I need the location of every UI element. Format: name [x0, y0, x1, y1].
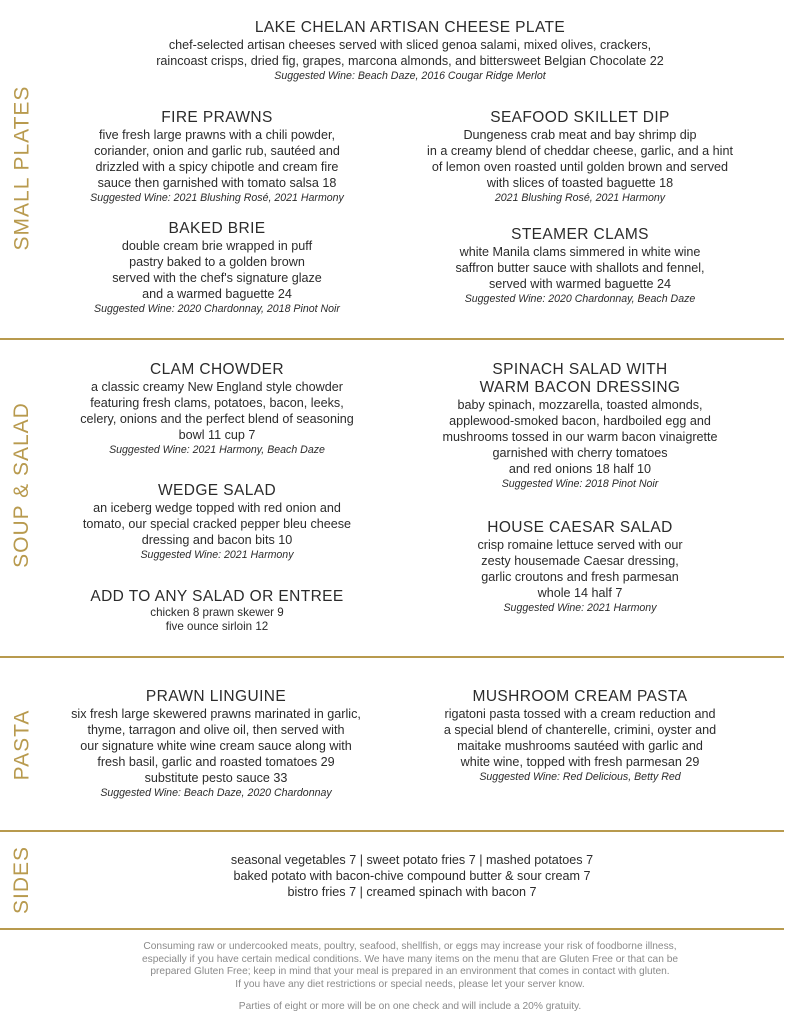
add-on-section: ADD TO ANY SALAD OR ENTREE chicken 8 prawn skewer 9 five ounce sirloin 12 [58, 588, 376, 634]
menu-item-house-caesar: HOUSE CAESAR SALAD crisp romaine lettuce served with our zesty housemade Caesar dressing, garlic croutons and fresh parmesan whole 14 half 7 Suggested Wine: 2021 Harmony [405, 519, 755, 615]
item-title: STEAMER CLAMS [511, 226, 649, 243]
cheese-plate-title: LAKE CHELAN ARTISAN CHEESE PLATE [254, 19, 566, 36]
item-wine: Suggested Wine: Beach Daze, 2020 Chardonnay [100, 787, 332, 799]
item-title: BAKED BRIE [168, 220, 266, 237]
section-divider [0, 338, 784, 340]
item-wine: Suggested Wine: 2021 Harmony, Beach Daze [109, 444, 325, 456]
section-divider [0, 928, 784, 930]
item-title: CLAM CHOWDER [150, 361, 284, 378]
menu-item-mushroom-cream-pasta: MUSHROOM CREAM PASTA rigatoni pasta tossed with a cream reduction and a special blend of chanterelle, crimini, oyster and maitake mushrooms sautéed with garlic and white wine, topped with fresh parmesan 29 Suggested Wine: Red Delicious, Betty Red [405, 688, 755, 784]
cheese-plate-desc: raincoast crisps, dried fig, grapes, marcona almonds, and bittersweet Belgian Chocolate 22 [156, 54, 664, 68]
menu-item-wedge-salad: WEDGE SALAD an iceberg wedge topped with red onion and tomato, our special cracked pepper bleu cheese dressing and bacon bits 10 Suggested Wine: 2021 Harmony [58, 482, 376, 562]
item-wine: Suggested Wine: 2021 Blushing Rosé, 2021 Harmony [90, 192, 344, 204]
item-wine: 2021 Blushing Rosé, 2021 Harmony [494, 192, 666, 204]
sides-line: baked potato with bacon-chive compound butter & sour cream 7 [233, 869, 591, 883]
cheese-plate-desc: chef-selected artisan cheeses served with sliced genoa salami, mixed olives, crackers, [168, 38, 652, 52]
item-title: WARM BACON DRESSING [479, 379, 681, 396]
item-wine: Suggested Wine: 2020 Chardonnay, Beach Daze [464, 293, 696, 305]
allergy-notice: Consuming raw or undercooked meats, poultry, seafood, shellfish, or eggs may increase your risk of foodborne illness, especially if you have certain medical conditions. We have many items on the menu that are Gluten Free or that can be prepared Gluten Free; keep in mind that your meal is prepared in an environment that comes in contact with gluten. If you have any diet restrictions or special needs, please let your server know. [141, 941, 679, 990]
item-title: FIRE PRAWNS [161, 109, 273, 126]
menu-item-fire-prawns: FIRE PRAWNS five fresh large prawns with a chili powder, coriander, onion and garlic rub, sautéed and drizzled with a spicy chipotle and cream fire sauce then garnished with tomato salsa 18 Suggested Wine: 2021 Blushing Rosé, 2021 Harmony [58, 109, 376, 205]
section-label-small-plates: SMALL PLATES [10, 85, 33, 250]
item-title: SEAFOOD SKILLET DIP [490, 109, 670, 126]
item-title: MUSHROOM CREAM PASTA [472, 688, 688, 705]
menu-item-prawn-linguine: PRAWN LINGUINE six fresh large skewered prawns marinated in garlic, thyme, tarragon and olive oil, then served with our signature white wine cream sauce along with fresh basil, garlic and roasted tomatoes 29 substitute pesto sauce 33 Suggested Wine: Beach Daze, 2020 Chardonnay [48, 688, 384, 800]
add-on-title: ADD TO ANY SALAD OR ENTREE [90, 588, 344, 605]
section-label-pasta: PASTA [10, 709, 33, 781]
item-wine: Suggested Wine: 2021 Harmony [503, 602, 657, 614]
section-label-sides: SIDES [10, 845, 33, 915]
item-wine: Suggested Wine: 2020 Chardonnay, 2018 Pinot Noir [94, 303, 340, 315]
section-divider [0, 830, 784, 832]
menu-item-seafood-skillet-dip: SEAFOOD SKILLET DIP Dungeness crab meat and bay shrimp dip in a creamy blend of cheddar cheese, garlic, and a hint of lemon oven roasted until golden brown and served with slices of toasted baguette 18 2021 Blushing Rosé, 2021 Harmony [405, 109, 755, 205]
menu-item-spinach-salad: SPINACH SALAD WITH WARM BACON DRESSING baby spinach, mozzarella, toasted almonds, applewood-smoked bacon, hardboiled egg and mushrooms tossed in our warm bacon vinaigrette garnished with cherry tomatoes and red onions 18 half 10 Suggested Wine: 2018 Pinot Noir [405, 361, 755, 491]
section-divider [0, 656, 784, 658]
sides-line: seasonal vegetables 7 | sweet potato fries 7 | mashed potatoes 7 [230, 853, 594, 867]
item-wine: Suggested Wine: 2018 Pinot Noir [501, 478, 659, 490]
cheese-plate [60, 19, 760, 83]
item-wine: Suggested Wine: 2021 Harmony [140, 549, 294, 561]
item-title: WEDGE SALAD [157, 482, 277, 499]
sides-list [60, 852, 764, 900]
item-title: HOUSE CAESAR SALAD [487, 519, 673, 536]
sides-line: bistro fries 7 | creamed spinach with bacon 7 [287, 885, 537, 899]
item-title: SPINACH SALAD WITH [492, 361, 668, 378]
menu-item-clam-chowder: CLAM CHOWDER a classic creamy New England style chowder featuring fresh clams, potatoes, bacon, leeks, celery, onions and the perfect blend of seasoning bowl 11 cup 7 Suggested Wine: 2021 Harmony, Beach Daze [58, 361, 376, 457]
item-title: PRAWN LINGUINE [145, 688, 287, 705]
item-wine: Suggested Wine: Red Delicious, Betty Red [479, 771, 681, 783]
menu-item-baked-brie: BAKED BRIE double cream brie wrapped in puff pastry baked to a golden brown served with the chef's signature glaze and a warmed baguette 24 Suggested Wine: 2020 Chardonnay, 2018 Pinot Noir [58, 220, 376, 316]
menu-item-steamer-clams: STEAMER CLAMS white Manila clams simmered in white wine saffron butter sauce with shallots and fennel, served with warmed baguette 24 Suggested Wine: 2020 Chardonnay, Beach Daze [405, 226, 755, 306]
gratuity-notice: Parties of eight or more will be on one check and will include a 20% gratuity. [238, 1001, 582, 1012]
section-label-soup-salad: SOUP & SALAD [10, 402, 33, 568]
cheese-plate-wine: Suggested Wine: Beach Daze, 2016 Cougar Ridge Merlot [274, 70, 546, 82]
